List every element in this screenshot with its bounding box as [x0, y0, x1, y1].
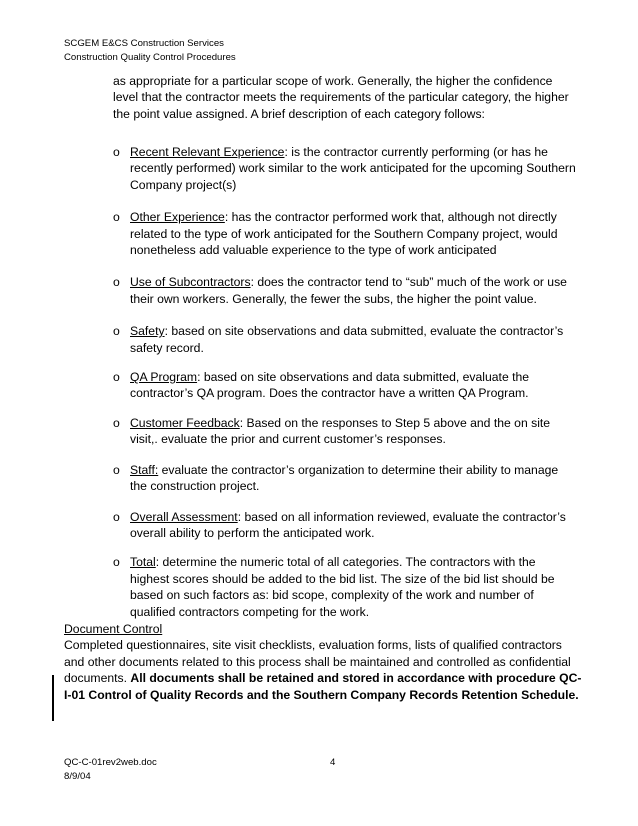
category-description: : is the contractor currently performing (or has he recently performed) work similar to the work anticipated for the upcoming Southern Company project(s): [130, 145, 576, 192]
bullet-marker: o: [113, 145, 120, 159]
section-body: [64, 637, 584, 703]
header-company: SCGEM E&CS Construction Services: [64, 38, 224, 49]
category-description: : based on site observations and data submitted, evaluate the contractor’s QA program. Does the contractor have a written QA Program.: [130, 370, 530, 401]
category-description: evaluate the contractor’s organization to determine their ability to manage the construction project.: [130, 462, 559, 494]
list-item: [113, 415, 578, 448]
category-term: Overall Assessment: [130, 509, 238, 524]
page-header: [64, 37, 236, 65]
category-description: : has the contractor performed work that, although not directly related to the type of work anticipated for the Southern Company project, would nonetheless add valuable experience to the type of work anticipated: [130, 210, 558, 258]
list-item: [113, 369, 578, 402]
list-item: [113, 144, 578, 193]
category-term: Recent Relevant Experience: [130, 145, 285, 159]
bullet-marker: o: [113, 210, 120, 225]
list-item: [113, 554, 578, 620]
section-text: Completed questionnaires, site visit checklists, evaluation forms, lists of qualified contractors and other documents related to this process shall be maintained and controlled as confidential documents.: [64, 638, 571, 686]
category-term: Customer Feedback: [130, 415, 240, 430]
bullet-marker: o: [113, 324, 120, 339]
category-description: : Based on the responses to Step 5 above and the on site visit,. evaluate the prior and current customer’s responses.: [130, 415, 551, 447]
bullet-marker: o: [113, 509, 120, 524]
intro-paragraph: as appropriate for a particular scope of work. Generally, the higher the confidence level that the contractor meets the requirements of the particular category, the higher the point value assigned. A brief description of each category follows:: [113, 74, 569, 121]
category-term: Other Experience: [130, 210, 225, 225]
bullet-marker: o: [113, 555, 120, 570]
page-footer: [64, 756, 157, 784]
bullet-marker: o: [113, 275, 120, 290]
category-list: [113, 144, 578, 620]
section-heading: Document Control: [64, 622, 163, 636]
category-description: : based on site observations and data submitted, evaluate the contractor’s safety record.: [130, 324, 564, 355]
page-number: 4: [330, 757, 336, 768]
list-item: [113, 209, 578, 258]
category-term: Staff:: [130, 462, 159, 477]
document-control-section: [64, 621, 584, 703]
category-description: : determine the numeric total of all categories. The contractors with the highest scores should be added to the bid list. The size of the bid list should be based on such factors as: bid scope, complexity of the work and number of qualified contractors competing for the work.: [130, 555, 555, 619]
bullet-marker: o: [113, 370, 120, 385]
revision-change-bar: [52, 675, 54, 721]
section-bold-text: All documents shall be retained and stored in accordance with procedure QC-I-01 Control of Quality Records and the Southern Company Records Retention Schedule.: [64, 671, 582, 702]
category-term: Safety: [130, 324, 165, 339]
list-item: [113, 274, 578, 307]
category-term: Use of Subcontractors: [130, 275, 251, 290]
list-item: [113, 509, 578, 542]
list-item: [113, 462, 578, 495]
list-item: [113, 323, 578, 356]
category-term: Total: [130, 555, 156, 570]
category-term: QA Program: [130, 370, 198, 385]
bullet-marker: o: [113, 415, 120, 430]
footer-filename: QC-C-01rev2web.doc: [64, 757, 157, 768]
category-description: : does the contractor tend to “sub” much of the work or use their own workers. Generally, the fewer the subs, the higher the point value.: [130, 275, 567, 306]
footer-date: 8/9/04: [64, 771, 91, 782]
category-description: : based on all information reviewed, evaluate the contractor’s overall ability to perform the anticipated work.: [130, 509, 566, 540]
header-document-title: Construction Quality Control Procedures: [64, 52, 236, 63]
bullet-marker: o: [113, 462, 120, 477]
